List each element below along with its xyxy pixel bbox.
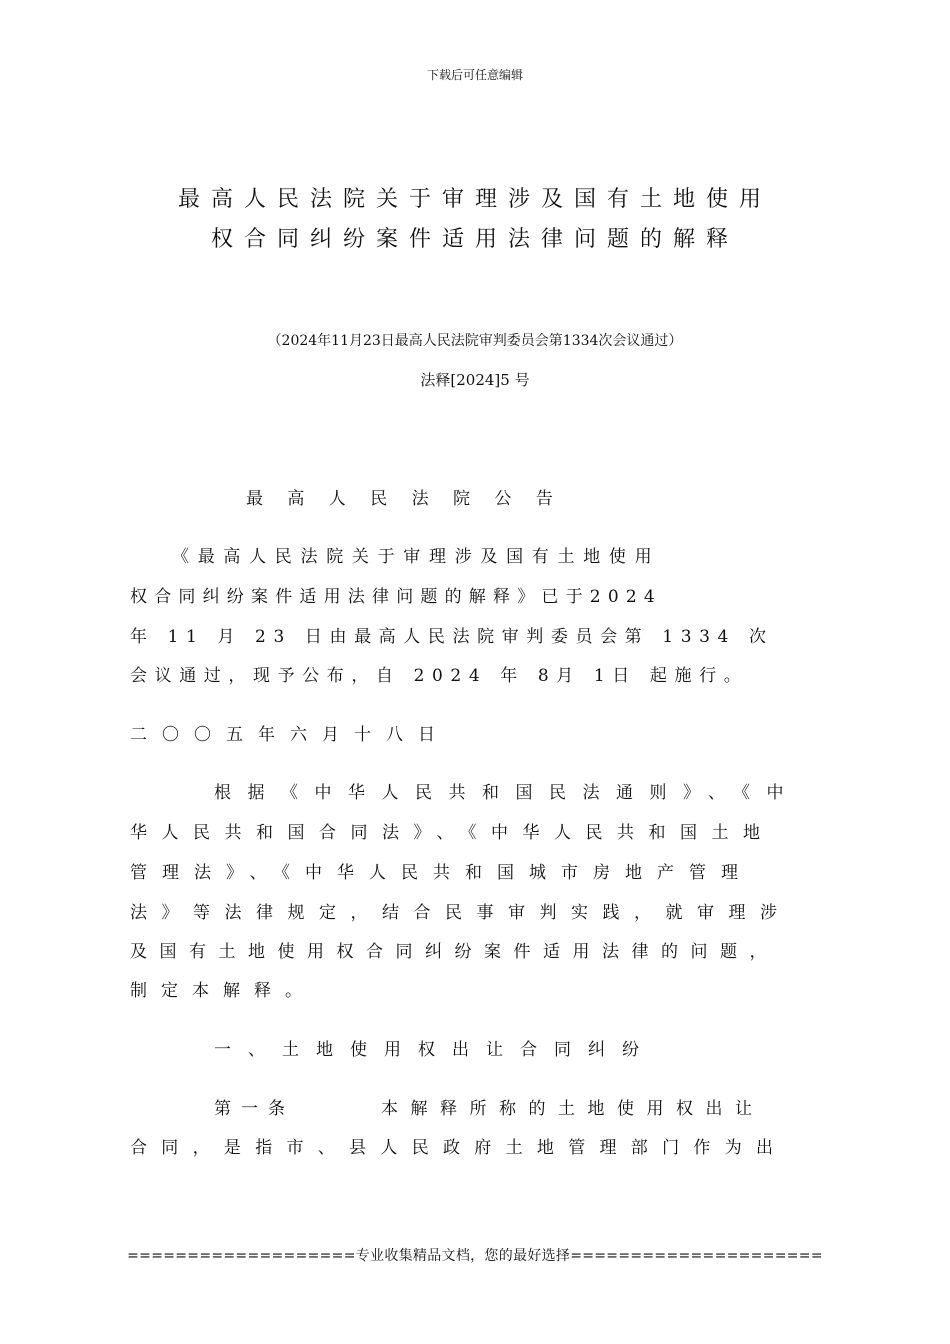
- preamble-line: 根据《中华人民共和国民法通则》、《中: [214, 783, 800, 803]
- article-label: 第一条: [214, 1099, 295, 1119]
- footer-banner: ===================专业收集精品文档，您的最好选择=====================: [127, 1248, 823, 1264]
- download-note: 下载后可任意编辑: [426, 68, 523, 82]
- preamble-line: 管理法》、《中华人民共和国城市房地产管理: [130, 863, 753, 883]
- announcement-heading: 最 高 人 民 法 院 公 告: [246, 489, 563, 509]
- adoption-note: （2024年11月23日最高人民法院审判委员会第1334次会议通过）: [267, 333, 683, 349]
- document-title-line-2: 权合同纠纷案件适用法律问题的解释: [210, 227, 739, 252]
- announcement-line: 会议通过，现予公布，自 2024 年 8月 1日 起施行。: [130, 666, 749, 686]
- document-number: 法释[2024]5 号: [420, 371, 530, 389]
- preamble-line: 华人民共和国合同法》、《中华人民共和国土地: [130, 823, 775, 843]
- announcement-line: 《最高人民法院关于审理涉及国有土地使用: [172, 547, 661, 567]
- preamble-line: 制定本解释。: [130, 981, 316, 1001]
- announcement-line: 年 11 月 23 日由最高人民法院审判委员会第 1334 次: [130, 627, 774, 647]
- announcement-date: 二〇〇五年六月十八日: [130, 725, 450, 745]
- article-text-line: 本解释所称的土地使用权出让: [381, 1099, 765, 1119]
- article-text-line: 合同，是指市、县人民政府土地管理部门作为出: [130, 1138, 788, 1158]
- preamble-line: 及国有土地使用权合同纠纷案件适用法律的问题，: [130, 942, 779, 962]
- announcement-line: 权合同纠纷案件适用法律问题的解释》已于2024: [130, 587, 662, 607]
- section-heading: 一、土地使用权出让合同纠纷: [214, 1040, 656, 1060]
- preamble-line: 法》等法律规定，结合民事审判实践，就审理涉: [130, 903, 792, 923]
- document-title-line-1: 最高人民法院关于审理涉及国有土地使用: [177, 187, 772, 212]
